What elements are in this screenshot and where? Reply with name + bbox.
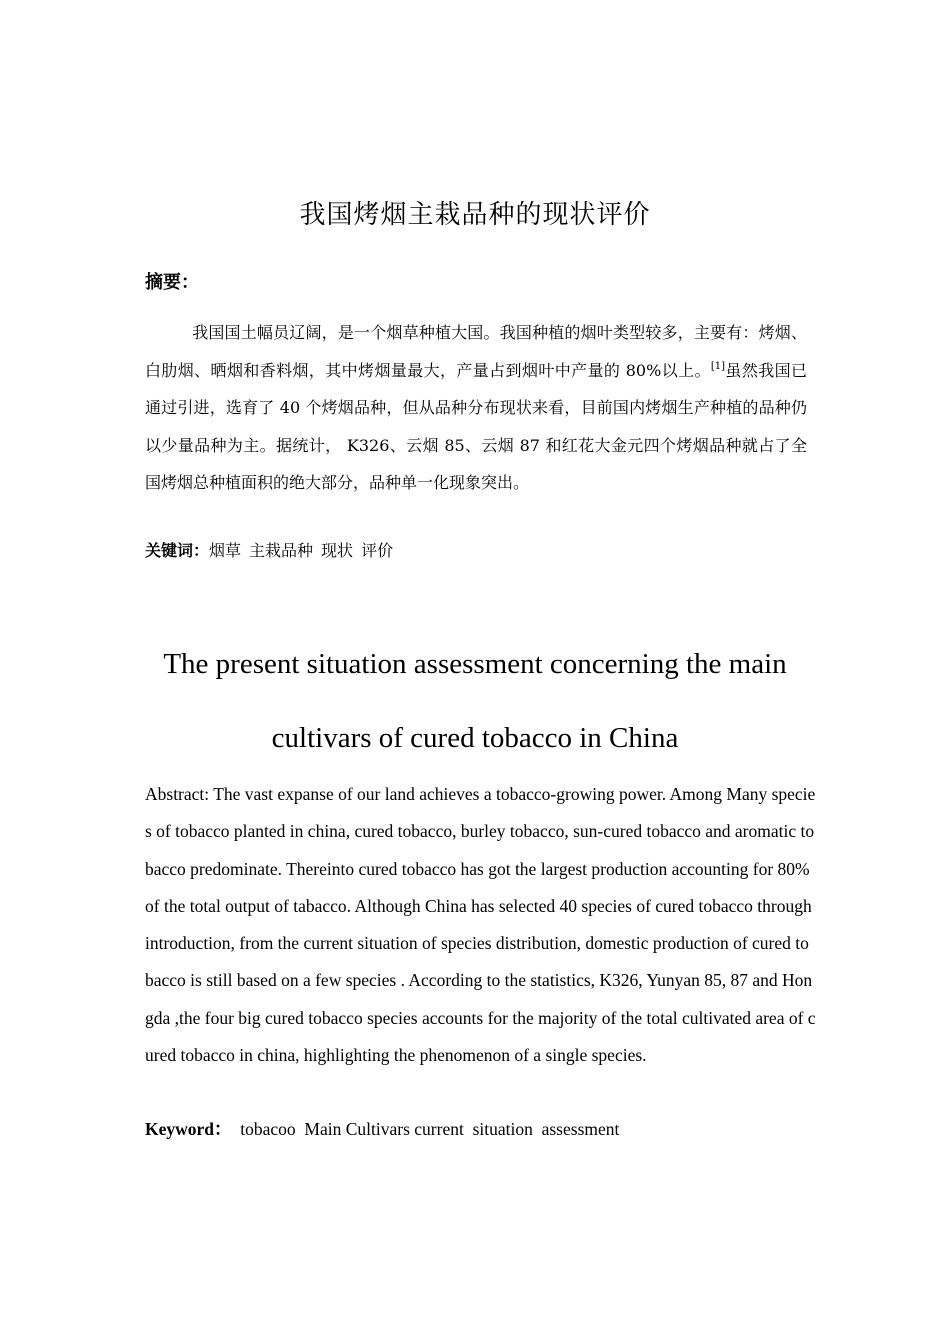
english-title-line-1: The present situation assessment concerning the main [163,648,787,680]
english-keywords-label: Keyword： [145,1119,232,1139]
chinese-keywords [145,538,401,561]
english-keywords [145,1116,619,1141]
chinese-keywords-label: 关键词： [145,541,210,560]
chinese-abstract-label: 摘要： [145,272,199,293]
english-title-line-2: cultivars of cured tobacco in China [271,722,679,754]
chinese-abstract-paragraph [145,314,807,502]
chinese-keyword: 烟草 [209,541,242,560]
chinese-keyword: 主栽品种 [249,541,314,560]
chinese-keyword: 评价 [361,541,394,560]
chinese-title: 我国烤烟主栽品种的现状评价 [299,200,651,230]
citation-marker: [1] [710,360,726,372]
chinese-abstract-part2: 虽然我国已通过引进，选育了 40 个烤烟品种，但从品种分布现状来看，目前国内烤烟生产种植的品种仍以少量品种为主。据统计， K326、云烟 85、云烟 87 和红花大金元四个烤烟品种就占了全国烤烟总种植面积的绝大部分，品种单一化现象突出。 [145,360,807,492]
english-keywords-text: tobacoo Main Cultivars current situation assessment [231,1119,620,1139]
chinese-keyword: 现状 [321,541,354,560]
english-abstract-paragraph: Abstract: The vast expanse of our land achieves a tobacco-growing power. Among Many species of tobacco planted in china, cured tobacco, burley tobacco, sun-cured tobacco and aromatic tobacco predominate. Thereinto cured tobacco has got the largest production accounting for 80% of the total output of tabacco. Although China has selected 40 species of cured tobacco through introduction, from the current situation of species distribution, domestic production of cured tobacco is still based on a few species . According to the statistics, K326, Yunyan 85, 87 and Hongda ,the four big cured tobacco species accounts for the majority of the total cultivated area of cured tobacco in china, highlighting the phenomenon of a single species. [145,784,816,1066]
chinese-abstract-part1: 我国国土幅员辽阔，是一个烟草种植大国。我国种植的烟叶类型较多，主要有：烤烟、白肋烟、晒烟和香料烟，其中烤烟量最大，产量占到烟叶中产量的 80%以上。 [145,323,807,380]
